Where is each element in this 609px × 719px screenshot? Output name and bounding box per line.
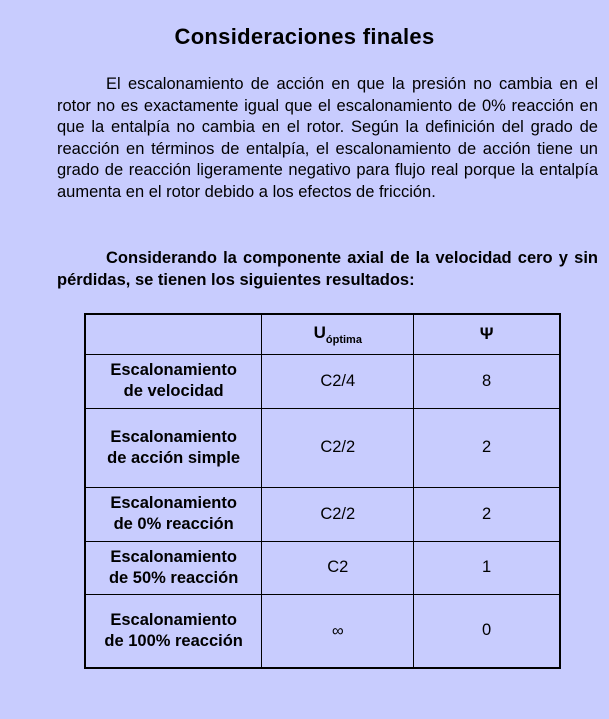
row-label-line2: de 50% reacción: [108, 568, 239, 587]
psi-value: 2: [414, 408, 560, 487]
table-row: [85, 487, 560, 541]
u-value-infinity: ∞: [262, 594, 414, 668]
row-label: [85, 487, 262, 541]
row-label-line1: Escalonamiento: [110, 427, 237, 446]
u-value: C2: [262, 541, 414, 594]
row-label: [85, 541, 262, 594]
u-value: C2/2: [262, 408, 414, 487]
psi-value: 1: [414, 541, 560, 594]
row-label-line2: de 100% reacción: [104, 631, 243, 650]
row-label: [85, 408, 262, 487]
table-row: [85, 541, 560, 594]
row-label-line2: de acción simple: [107, 448, 241, 467]
row-label: [85, 354, 262, 408]
u-value: C2/4: [262, 354, 414, 408]
header-u-optima: [262, 314, 414, 354]
results-intro-paragraph: Considerando la componente axial de la velocidad cero y sin pérdidas, se tienen los siguientes resultados:: [57, 249, 598, 289]
header-empty-cell: [85, 314, 262, 354]
row-label-line2: de 0% reacción: [113, 515, 234, 533]
row-label-line1: Escalonamiento: [110, 494, 237, 512]
row-label-line1: Escalonamiento: [110, 547, 237, 566]
table-row: [85, 408, 560, 487]
header-psi: Ψ: [414, 314, 560, 354]
row-label-line2: de velocidad: [123, 382, 224, 400]
psi-value: 8: [414, 354, 560, 408]
row-label-line1: Escalonamiento: [110, 610, 237, 629]
psi-value: 2: [414, 487, 560, 541]
header-u-subscript: óptima: [325, 333, 362, 346]
row-label: [85, 594, 262, 668]
psi-value: 0: [414, 594, 560, 668]
table-row: [85, 354, 560, 408]
table-row: [85, 594, 560, 668]
table-header-row: [85, 314, 560, 354]
header-u-main: U: [313, 322, 326, 342]
page-title: Consideraciones finales: [174, 24, 435, 49]
u-value: C2/2: [262, 487, 414, 541]
intro-paragraph: El escalonamiento de acción en que la presión no cambia en el rotor no es exactamente igual que el escalonamiento de 0% reacción en que la entalpía no cambia en el rotor. Según la definición del grado de reacción en términos de entalpía, el escalonamiento de acción tiene un grado de reacción ligeramente negativo para flujo real porque la entalpía aumenta en el rotor debido a los efectos de fricción.: [57, 75, 598, 201]
row-label-line1: Escalonamiento: [110, 361, 237, 379]
results-table: [84, 313, 561, 669]
